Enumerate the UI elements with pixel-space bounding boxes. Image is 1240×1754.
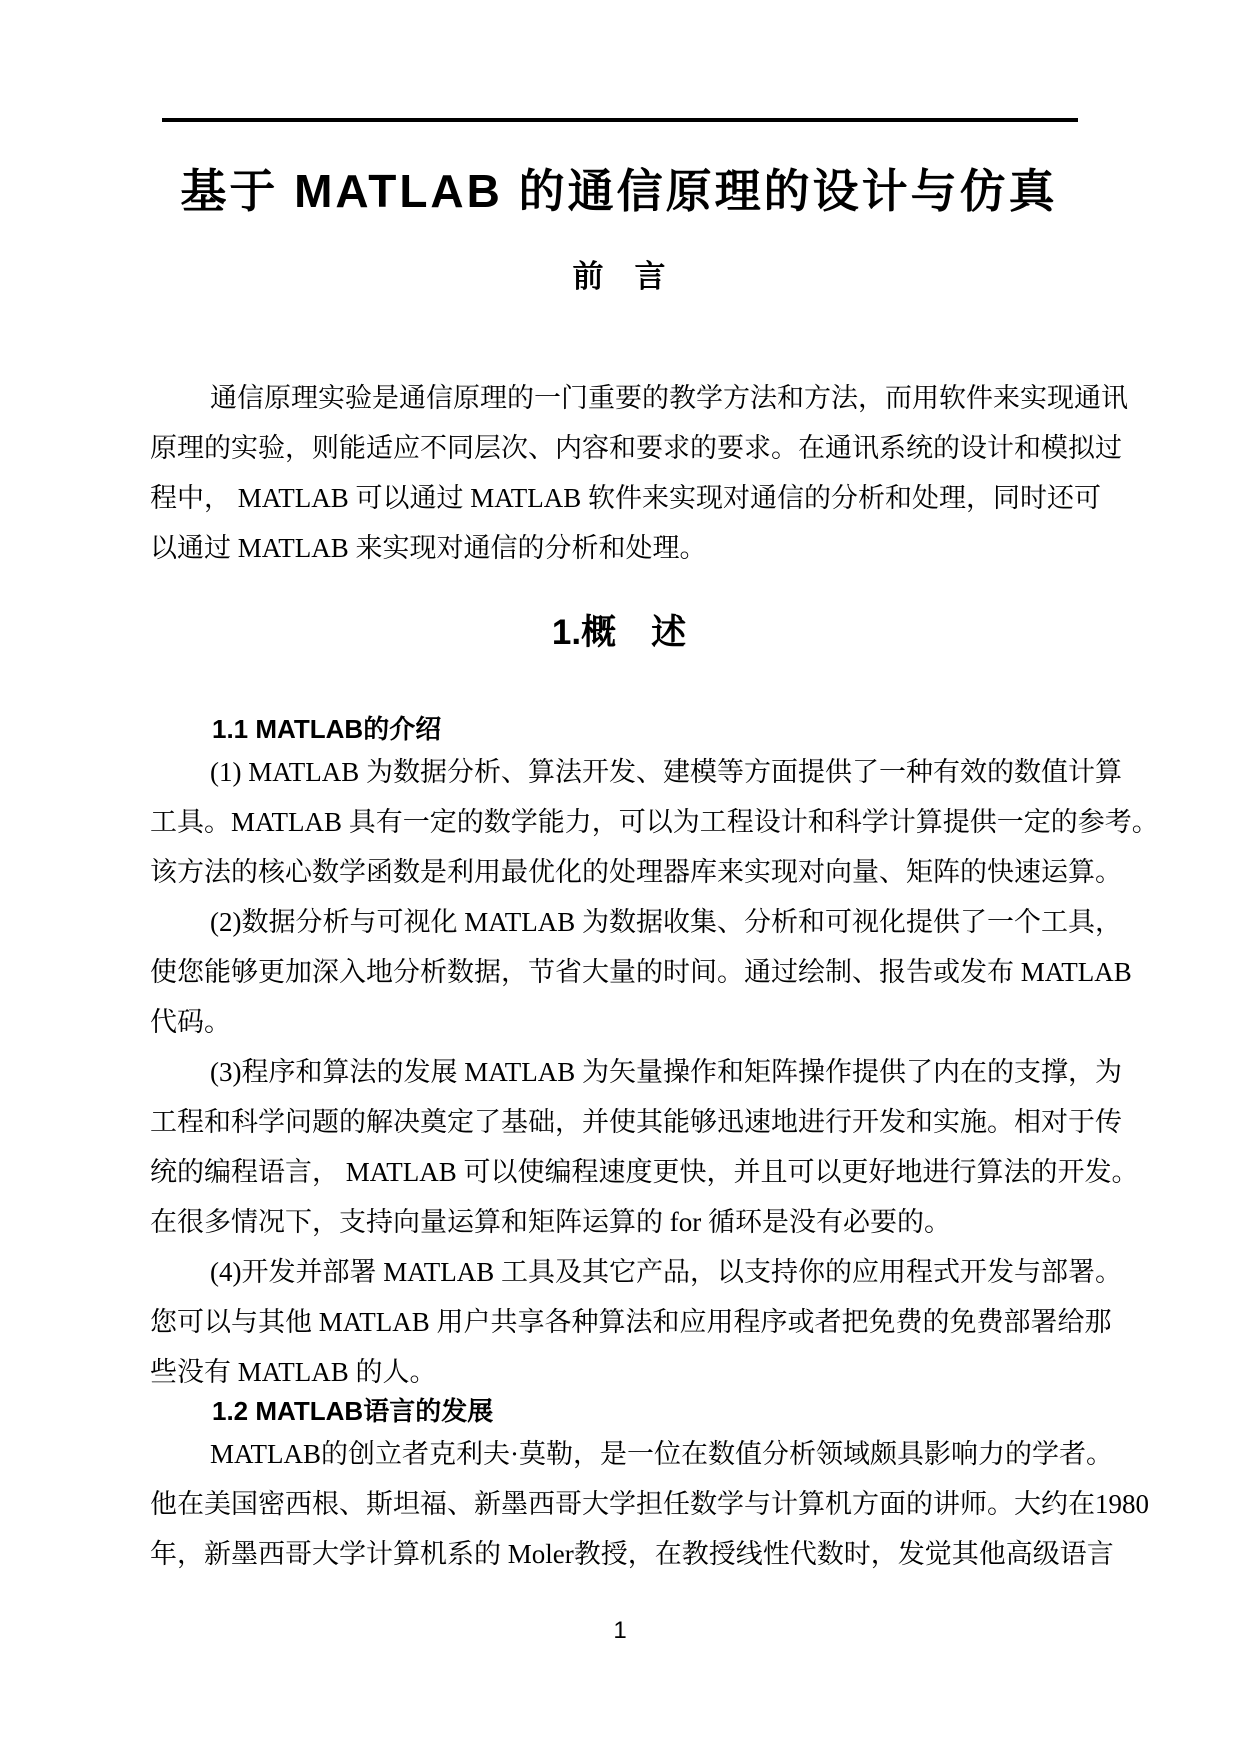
paragraph-line: 该方法的核心数学函数是利用最优化的处理器库来实现对向量、矩阵的快速运算。: [150, 857, 1122, 887]
paragraph-line: 些没有 MATLAB 的人。: [150, 1357, 437, 1387]
preface-line: 以通过 MATLAB 来实现对通信的分析和处理。: [150, 533, 707, 563]
paragraph-line: 在很多情况下，支持向量运算和矩阵运算的 for 循环是没有必要的。: [150, 1207, 951, 1237]
page-number: 1: [613, 1617, 627, 1644]
section-1-2-heading: 1.2 MATLAB语言的发展: [212, 1396, 494, 1426]
paragraph-line: 您可以与其他 MATLAB 用户共享各种算法和应用程序或者把免费的免费部署给那: [150, 1307, 1112, 1337]
paragraph-line: 统的编程语言， MATLAB 可以使编程速度更快，并且可以更好地进行算法的开发。: [150, 1157, 1139, 1187]
preface-line: 通信原理实验是通信原理的一门重要的教学方法和方法，而用软件来实现通讯: [210, 383, 1128, 413]
paragraph-line: MATLAB的创立者克利夫·莫勒，是一位在数值分析领域颇具影响力的学者。: [210, 1439, 1113, 1469]
paragraph-line: (1) MATLAB 为数据分析、算法开发、建模等方面提供了一种有效的数值计算: [210, 757, 1122, 787]
document-body: [150, 373, 1159, 1579]
paragraph-line: 代码。: [150, 1007, 231, 1037]
paragraph-line: (2)数据分析与可视化 MATLAB 为数据收集、分析和可视化提供了一个工具，: [210, 907, 1122, 937]
paragraph-line: (3)程序和算法的发展 MATLAB 为矢量操作和矩阵操作提供了内在的支撑，为: [210, 1057, 1122, 1087]
paragraph-line: (4)开发并部署 MATLAB 工具及其它产品，以支持你的应用程式开发与部署。: [210, 1257, 1122, 1287]
paragraph-line: 工具。MATLAB 具有一定的数学能力，可以为工程设计和科学计算提供一定的参考。: [150, 807, 1159, 837]
paragraph-line: 他在美国密西根、斯坦福、新墨西哥大学担任数学与计算机方面的讲师。大约在1980: [150, 1489, 1149, 1519]
header-rule: [162, 118, 1078, 122]
paragraph-line: 年，新墨西哥大学计算机系的 Moler教授，在教授线性代数时，发觉其他高级语言: [150, 1539, 1114, 1569]
paragraph-line: 使您能够更加深入地分析数据，节省大量的时间。通过绘制、报告或发布 MATLAB: [150, 957, 1132, 987]
preface-line: 程中， MATLAB 可以通过 MATLAB 软件来实现对通信的分析和处理，同时还可: [150, 483, 1102, 513]
preface-heading: 前 言: [572, 259, 666, 294]
document-title: 基于 MATLAB 的通信原理的设计与仿真: [180, 165, 1058, 217]
preface-line: 原理的实验，则能适应不同层次、内容和要求的要求。在通讯系统的设计和模拟过: [150, 433, 1122, 463]
paragraph-line: 工程和科学问题的解决奠定了基础，并使其能够迅速地进行开发和实施。相对于传: [150, 1107, 1122, 1137]
chapter-1-heading: 1.概 述: [551, 613, 687, 652]
section-1-1-heading: 1.1 MATLAB的介绍: [212, 714, 442, 744]
